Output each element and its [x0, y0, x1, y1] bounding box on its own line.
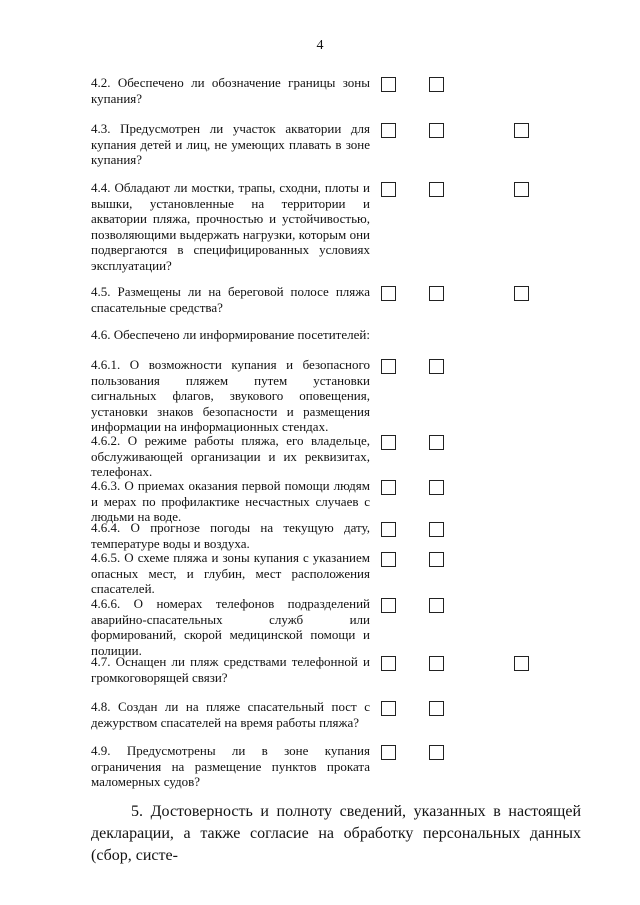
question-text: 4.6. Обеспечено ли информирование посетителей:: [91, 327, 370, 342]
checkbox-no[interactable]: [429, 359, 444, 374]
question-text: 4.6.5. О схеме пляжа и зоны купания с указанием опасных мест, и глубин, мест расположения спасателей.: [91, 550, 370, 596]
question-text: 4.6.2. О режиме работы пляжа, его владельце, обслуживающей организации и их реквизитах, телефонах.: [91, 433, 370, 479]
question-text: 4.6.4. О прогнозе погоды на текущую дату, температуре воды и воздуха.: [91, 520, 370, 551]
checkbox-na[interactable]: [514, 656, 529, 671]
checkbox-yes[interactable]: [381, 480, 396, 495]
checkbox-no[interactable]: [429, 598, 444, 613]
checkbox-na[interactable]: [514, 286, 529, 301]
question-text: 4.2. Обеспечено ли обозначение границы зоны купания?: [91, 75, 370, 106]
checkbox-no[interactable]: [429, 552, 444, 567]
checkbox-yes[interactable]: [381, 701, 396, 716]
checkbox-yes[interactable]: [381, 522, 396, 537]
question-text: 4.7. Оснащен ли пляж средствами телефонной и громкоговорящей связи?: [91, 654, 370, 685]
checkbox-yes[interactable]: [381, 745, 396, 760]
checkbox-no[interactable]: [429, 745, 444, 760]
checkbox-no[interactable]: [429, 701, 444, 716]
question-text: 4.3. Предусмотрен ли участок акватории для купания детей и лиц, не умеющих плавать в зоне купания?: [91, 121, 370, 167]
question-text: 4.6.6. О номерах телефонов подразделений аварийно-спасательных служб или формирований, скорой медицинской помощи и полиции.: [91, 596, 370, 658]
checkbox-yes[interactable]: [381, 359, 396, 374]
checkbox-no[interactable]: [429, 182, 444, 197]
checkbox-no[interactable]: [429, 522, 444, 537]
question-text: 4.6.1. О возможности купания и безопасного пользования пляжем путем установки сигнальных флагов, звукового оповещения, установки знаков безопасности и размещения информации на информационных стендах.: [91, 357, 370, 434]
checkbox-na[interactable]: [514, 123, 529, 138]
checkbox-yes[interactable]: [381, 182, 396, 197]
question-text: 4.8. Создан ли на пляже спасательный пост с дежурством спасателей на время работы пляжа?: [91, 699, 370, 730]
checkbox-yes[interactable]: [381, 123, 396, 138]
page-number: 4: [316, 38, 324, 53]
checkbox-no[interactable]: [429, 480, 444, 495]
checkbox-yes[interactable]: [381, 286, 396, 301]
checkbox-yes[interactable]: [381, 77, 396, 92]
checkbox-no[interactable]: [429, 435, 444, 450]
checkbox-yes[interactable]: [381, 435, 396, 450]
checkbox-na[interactable]: [514, 182, 529, 197]
checkbox-no[interactable]: [429, 656, 444, 671]
checkbox-yes[interactable]: [381, 656, 396, 671]
question-text: 4.9. Предусмотрены ли в зоне купания ограничения на размещение пунктов проката маломерных судов?: [91, 743, 370, 789]
checkbox-yes[interactable]: [381, 552, 396, 567]
question-text: 4.5. Размещены ли на береговой полосе пляжа спасательные средства?: [91, 284, 370, 315]
checkbox-yes[interactable]: [381, 598, 396, 613]
checkbox-no[interactable]: [429, 77, 444, 92]
declaration-paragraph: 5. Достоверность и полноту сведений, указанных в настоящей декларации, а также согласие на обработку персональных данных (сбор, систе-: [91, 803, 581, 864]
checkbox-no[interactable]: [429, 286, 444, 301]
question-text: 4.4. Обладают ли мостки, трапы, сходни, плоты и вышки, установленные на территории и акватории пляжа, прочностью и устойчивостью, позволяющими выдержать нагрузки, которым они подвергаются в специфицированных условиях эксплуатации?: [91, 180, 370, 273]
checkbox-no[interactable]: [429, 123, 444, 138]
question-text: 4.6.3. О приемах оказания первой помощи людям и мерах по профилактике несчастных случаев с людьми на воде.: [91, 478, 370, 524]
